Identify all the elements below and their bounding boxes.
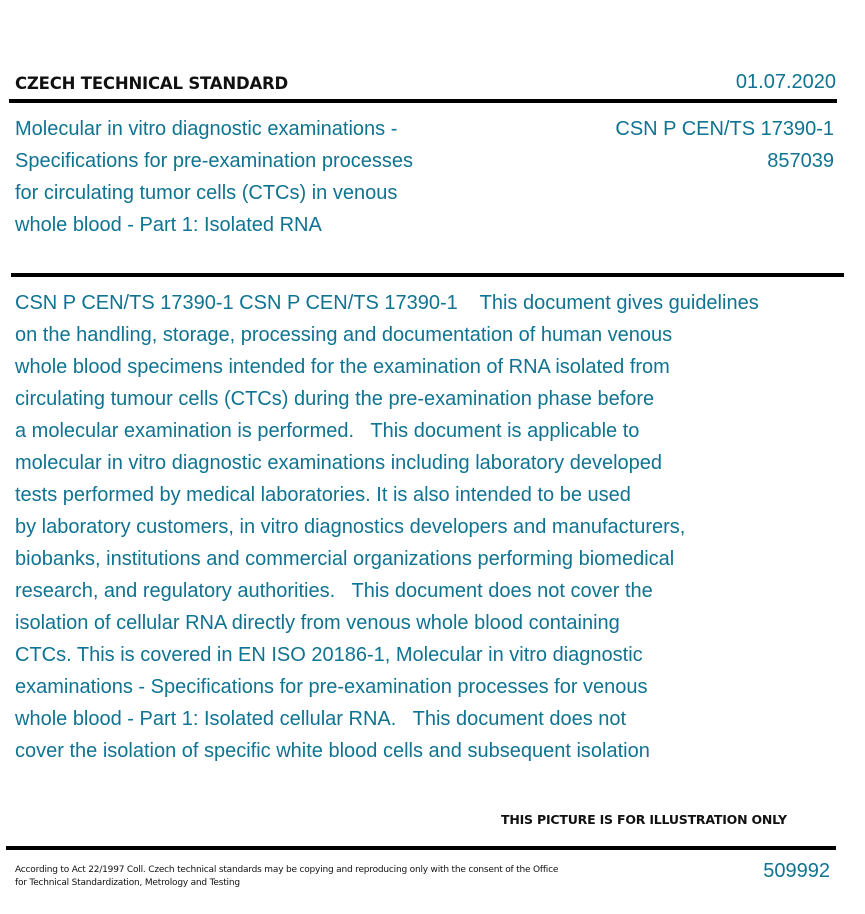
illustration-note: THIS PICTURE IS FOR ILLUSTRATION ONLY xyxy=(501,812,787,827)
abstract-line: a molecular examination is performed. This document is applicable to xyxy=(15,420,640,442)
publication-date: 01.07.2020 xyxy=(735,71,836,93)
abstract-line: tests performed by medical laboratories. It is also intended to be used xyxy=(15,484,631,506)
footer-rule xyxy=(6,846,836,850)
abstract-line: biobanks, institutions and commercial organizations performing biomedical xyxy=(15,548,675,570)
legal-line: for Technical Standardization, Metrology and Testing xyxy=(15,878,240,888)
abstract-text xyxy=(15,287,830,767)
abstract-line: by laboratory customers, in vitro diagnostics developers and manufacturers, xyxy=(15,516,686,538)
standard-title xyxy=(15,113,465,241)
abstract-line: whole blood specimens intended for the examination of RNA isolated from xyxy=(15,356,670,378)
legal-line: According to Act 22/1997 Coll. Czech technical standards may be copying and reproducing only with the consent of the Office xyxy=(15,865,559,875)
header-rule xyxy=(9,99,837,103)
standard-identifier xyxy=(615,113,834,177)
title-line: Molecular in vitro diagnostic examinations - xyxy=(15,118,398,140)
abstract-line: on the handling, storage, processing and documentation of human venous xyxy=(15,324,673,346)
legal-notice xyxy=(15,864,585,890)
standard-code: CSN P CEN/TS 17390-1 xyxy=(615,118,834,140)
abstract-line: cover the isolation of specific white blood cells and subsequent isolation xyxy=(15,740,650,762)
abstract-line: circulating tumour cells (CTCs) during the pre-examination phase before xyxy=(15,388,655,410)
abstract-line: examinations - Specifications for pre-examination processes for venous xyxy=(15,676,648,698)
title-line: for circulating tumor cells (CTCs) in venous xyxy=(15,182,398,204)
abstract-line: isolation of cellular RNA directly from venous whole blood containing xyxy=(15,612,620,634)
title-line: whole blood - Part 1: Isolated RNA xyxy=(15,214,322,236)
abstract-line: whole blood - Part 1: Isolated cellular RNA. This document does not xyxy=(15,708,627,730)
title-line: Specifications for pre-examination processes xyxy=(15,150,413,172)
document-number: 509992 xyxy=(763,860,830,882)
standard-number: 857039 xyxy=(767,150,834,172)
abstract-line: research, and regulatory authorities. This document does not cover the xyxy=(15,580,653,602)
title-rule xyxy=(11,273,844,277)
abstract-line: molecular in vitro diagnostic examinations including laboratory developed xyxy=(15,452,663,474)
header-label: CZECH TECHNICAL STANDARD xyxy=(15,74,289,93)
abstract-line: CTCs. This is covered in EN ISO 20186-1, Molecular in vitro diagnostic xyxy=(15,644,643,666)
abstract-line: CSN P CEN/TS 17390-1 CSN P CEN/TS 17390-1 This document gives guidelines xyxy=(15,292,759,314)
